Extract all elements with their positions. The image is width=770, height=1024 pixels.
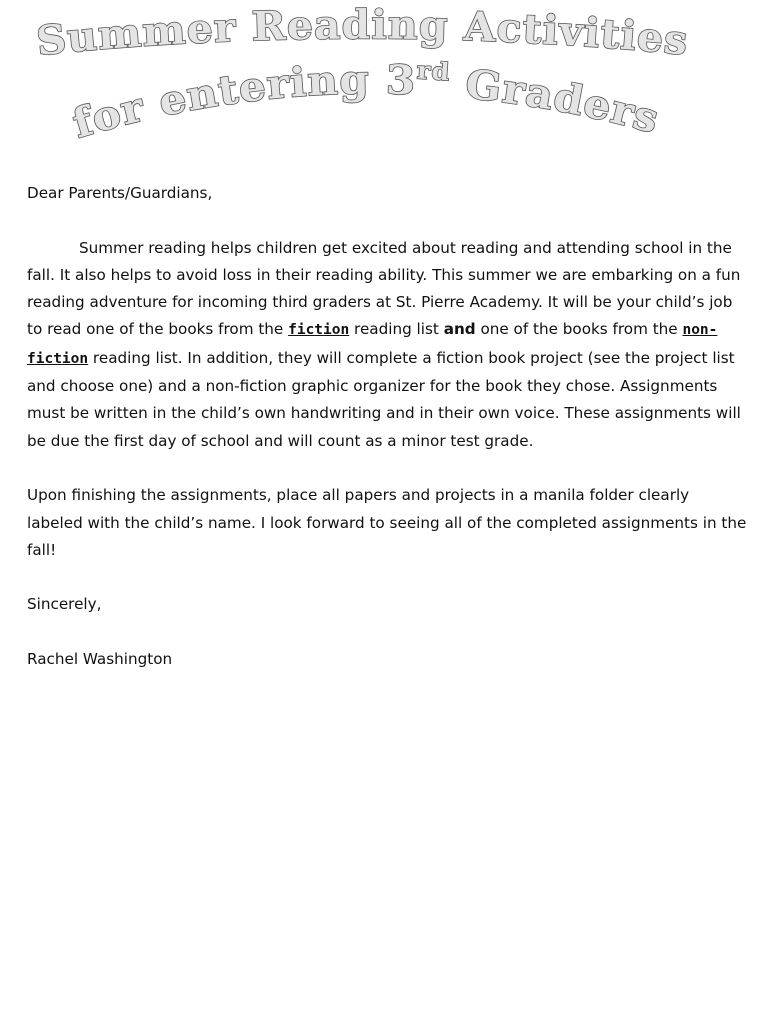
paragraph-1-part-1: Summer reading helps children get excited about reading and attending school in the fall. It also helps to avoid loss in their reading ability. This summer we are embarking on a fun reading adventure for incoming third graders at St. Pierre Academy. It will be your child’s job to read one of the books from the [27, 238, 741, 339]
paragraph-2: Upon finishing the assignments, place all papers and projects in a manila folder clearly labeled with the child’s name. I look forward to seeing all of the completed assignments in the fall! [27, 486, 747, 559]
paragraph-1 [27, 235, 747, 455]
paragraph-1-part-4: reading list. In addition, they will complete a fiction book project (see the project list and choose one) and a non-fiction graphic organizer for the book they chose. Assignments must be written in the child’s own handwriting and in their own voice. These assignments will be due the first day of school and will count as a minor test grade. [27, 348, 741, 450]
and-emphasis: and [443, 320, 476, 339]
title-line-2-prefix: for entering 3 [67, 56, 416, 148]
title-superscript: rd [416, 55, 451, 87]
paragraph-1-part-3: one of the books from the [475, 320, 683, 339]
paragraph-1-part-2: reading list [349, 320, 444, 339]
title-line-2-suffix: Graders [447, 59, 664, 143]
fiction-link: fiction [288, 322, 350, 339]
greeting: Dear Parents/Guardians, [27, 184, 213, 202]
title-line-1: Summer Reading Activities [34, 1, 690, 65]
letter-body [27, 180, 747, 673]
title-line-2 [68, 55, 665, 147]
nonfiction-link: non-fiction [27, 322, 718, 367]
closing: Sincerely, [27, 595, 102, 614]
title-wordart [0, 0, 770, 160]
signature: Rachel Washington [27, 650, 173, 669]
